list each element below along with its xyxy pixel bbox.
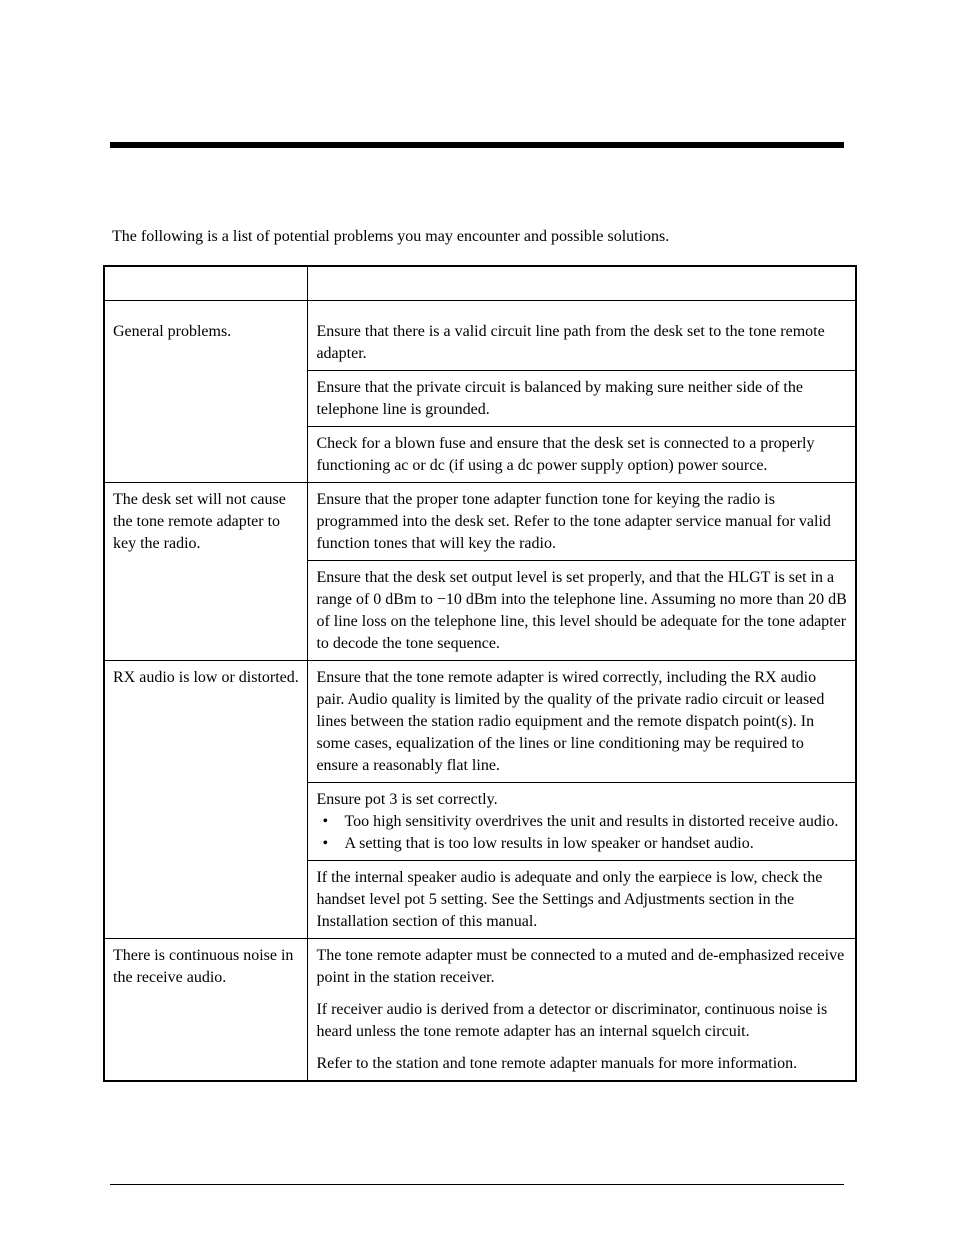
solution-cell: Ensure that the desk set output level is set properly, and that the HLGT is set in a range of 0 dBm to −10 dBm into the telephone line. Assuming no more than 20 dB of line loss on the telephone line, this level should be adequate for the tone adapter to decode the tone sequence. (308, 561, 856, 661)
problem-cell: The desk set will not cause the tone remote adapter to key the radio. (104, 483, 308, 661)
solution-paragraph: Refer to the station and tone remote adapter manuals for more information. (316, 1055, 798, 1072)
header-solution-cell (308, 266, 856, 301)
table-row (104, 661, 856, 783)
footer-rule (110, 1184, 844, 1185)
solution-cell: Ensure that there is a valid circuit line path from the desk set to the tone remote adapter. (308, 315, 856, 371)
bullet-icon: • (322, 813, 329, 830)
solution-cell: Ensure that the tone remote adapter is wired correctly, including the RX audio pair. Audio quality is limited by the quality of the private radio circuit or leased lines between the station radio equipment and the remote dispatch point(s). In some cases, equalization of the lines or line conditioning may be required to ensure a reasonably flat line. (308, 661, 856, 783)
bullet-list (316, 811, 847, 855)
header-problem-cell (104, 266, 308, 301)
solution-text: Ensure pot 3 is set correctly. (316, 791, 498, 808)
table-row (104, 315, 856, 371)
solution-cell: Ensure that the proper tone adapter function tone for keying the radio is programmed into the desk set. Refer to the tone adapter service manual for valid function tones that will key the radio. (308, 483, 856, 561)
table-row (104, 483, 856, 561)
bullet-item: • A setting that is too low results in low speaker or handset audio. (344, 833, 847, 855)
bullet-item: • Too high sensitivity overdrives the unit and results in distorted receive audio. (344, 811, 847, 833)
solution-cell-with-bullets (308, 783, 856, 861)
solution-cell: Ensure that the private circuit is balanced by making sure neither side of the telephone line is grounded. (308, 371, 856, 427)
intro-text: The following is a list of potential problems you may encounter and possible solutions. (112, 228, 670, 245)
solution-cell-multi (308, 939, 856, 1082)
solution-cell: If the internal speaker audio is adequate and only the earpiece is low, check the handset level pot 5 setting. See the Settings and Adjustments section in the Installation section of this manual. (308, 861, 856, 939)
problem-cell: There is continuous noise in the receive audio. (104, 939, 308, 1082)
bullet-icon: • (322, 835, 329, 852)
solution-cell: Check for a blown fuse and ensure that the desk set is connected to a properly functioning ac or dc (if using a dc power supply option) power source. (308, 427, 856, 483)
table-row (104, 939, 856, 1082)
solution-paragraph: The tone remote adapter must be connected to a muted and de-emphasized receive point in the station receiver. (316, 947, 845, 986)
solution-paragraph: If receiver audio is derived from a detector or discriminator, continuous noise is heard unless the tone remote adapter has an internal squelch circuit. (316, 1001, 828, 1040)
problem-cell: RX audio is low or distorted. (104, 661, 308, 939)
top-heading-rule (110, 142, 844, 148)
table-header-row (104, 266, 856, 301)
problem-cell: General problems. (104, 315, 308, 483)
troubleshooting-table (103, 265, 857, 1082)
table-header-gap (104, 301, 856, 316)
